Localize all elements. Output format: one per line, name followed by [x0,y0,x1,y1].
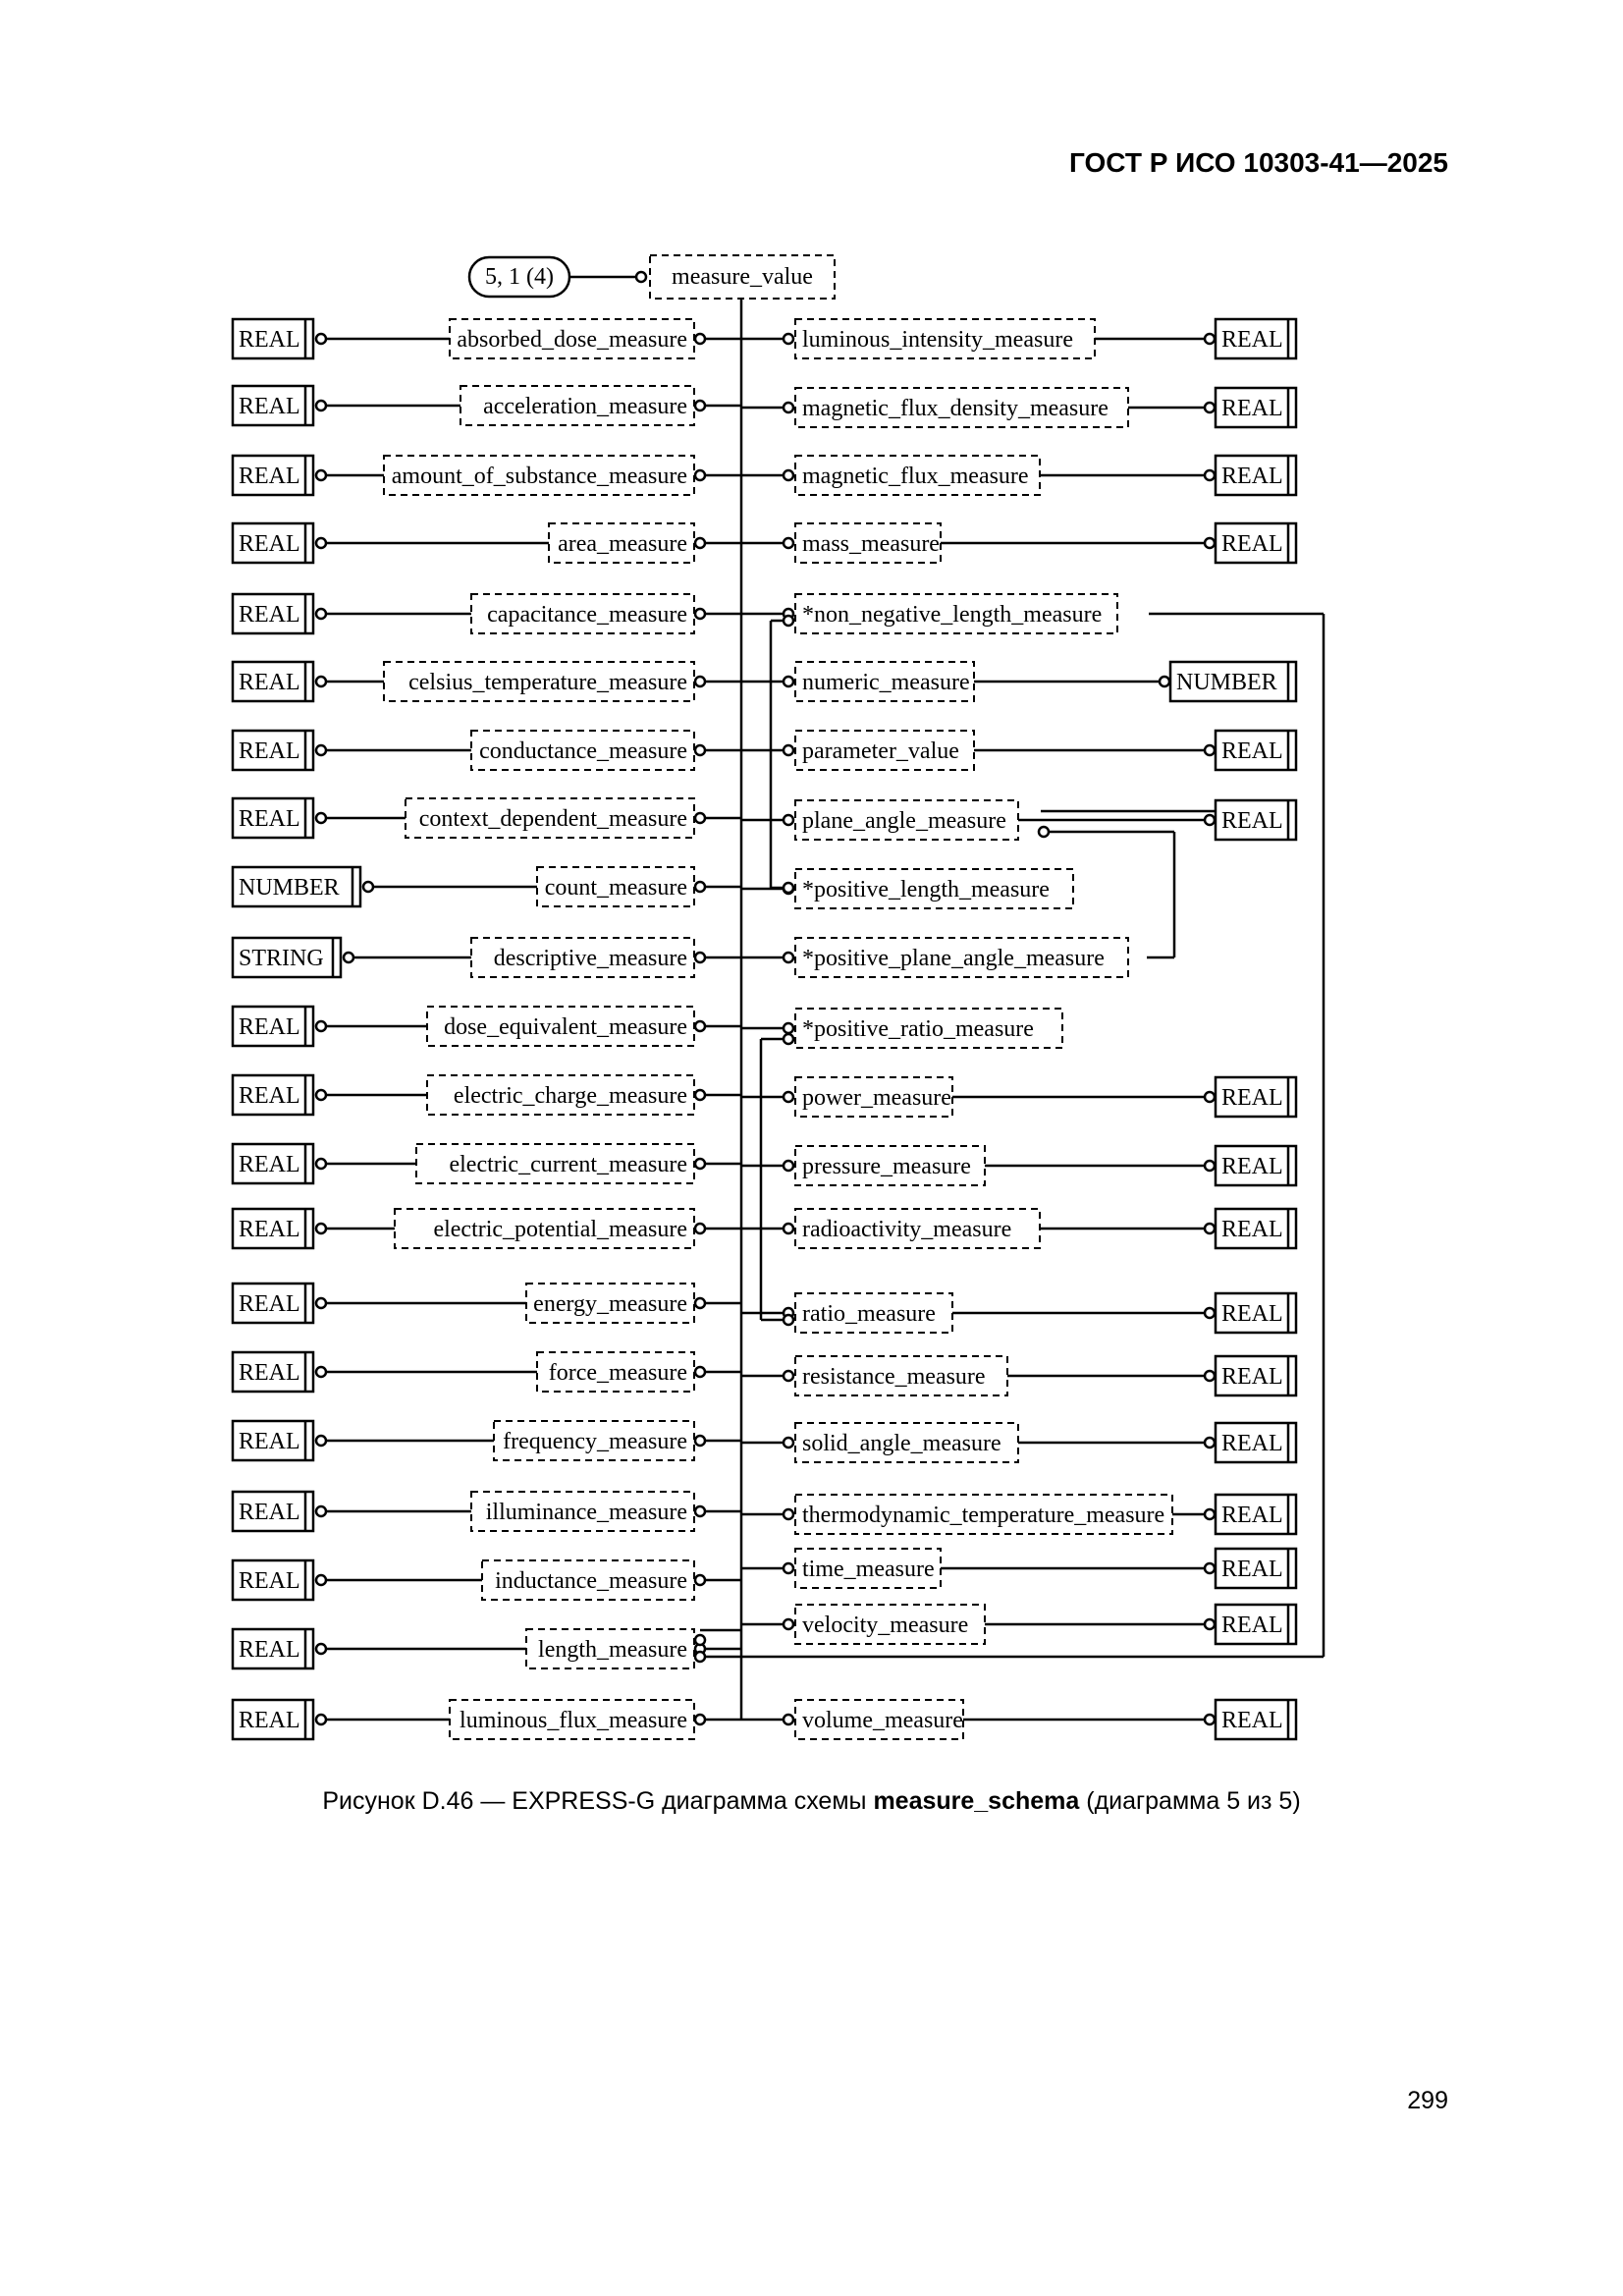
relationship-end-circle [784,403,793,412]
relationship-end-circle [784,677,793,686]
select-label-count-measure: count_measure [544,875,687,901]
relationship-end-circle [316,1575,326,1585]
relationship-end-circle [784,470,793,480]
select-label-ratio-measure: ratio_measure [802,1301,936,1327]
relationship-end-circle [1205,1715,1215,1724]
select-label-capacitance-measure: capacitance_measure [487,602,687,628]
select-label-length-measure: length_measure [538,1637,687,1663]
relationship-end-circle [316,1090,326,1100]
base-type-label-real: REAL [1221,738,1283,764]
relationship-end-circle [695,401,705,410]
select-label-plane-angle-measure: plane_angle_measure [802,808,1006,834]
select-label-energy-measure: energy_measure [533,1291,687,1317]
relationship-end-circle [316,1506,326,1516]
relationship-end-circle [695,953,705,962]
select-label-thermodynamic-temperature-measure: thermodynamic_temperature_measure [802,1503,1165,1528]
relationship-end-circle [1205,745,1215,755]
relationship-end-circle [1160,677,1169,686]
base-type-label-real: REAL [1221,1154,1283,1179]
select-label-numeric-measure: numeric_measure [802,670,970,695]
select-label-conductance-measure: conductance_measure [479,738,687,764]
base-type-label-real: REAL [1221,808,1283,834]
relationship-end-circle [1205,1161,1215,1171]
base-type-label-real: REAL [1221,1217,1283,1242]
relationship-end-circle [784,1092,793,1102]
standard-header: ГОСТ Р ИСО 10303-41—2025 [1069,147,1448,178]
base-type-label-real: REAL [1221,1503,1283,1528]
relationship-end-circle [1205,1092,1215,1102]
relationship-end-circle [316,1644,326,1654]
relationship-end-circle [1205,1563,1215,1573]
relationship-end-circle [784,1619,793,1629]
relationship-end-circle [784,616,793,626]
relationship-end-circle [695,882,705,892]
relationship-end-circle [784,953,793,962]
select-label-acceleration-measure: acceleration_measure [483,394,687,419]
base-type-label-real: REAL [1221,1708,1283,1733]
base-type-label-real: REAL [239,1500,300,1525]
relationship-end-circle [316,1436,326,1446]
select-label-non-negative-length-measure: *non_negative_length_measure [802,602,1103,628]
select-label-parameter-value: parameter_value [802,738,959,764]
relationship-end-circle [695,1159,705,1169]
select-label-magnetic-flux-density-measure: magnetic_flux_density_measure [802,396,1109,421]
select-type-label-measure-value: measure_value [672,264,813,290]
relationship-end-circle [784,334,793,344]
select-label-volume-measure: volume_measure [802,1708,963,1733]
relationship-end-circle [784,1034,793,1044]
relationship-end-circle [316,677,326,686]
base-type-label-real: REAL [239,1152,300,1177]
base-type-label-real: REAL [239,1568,300,1594]
base-type-label-number: NUMBER [1176,670,1277,695]
base-type-label-real: REAL [1221,464,1283,489]
relationship-end-circle [316,1298,326,1308]
relationship-end-circle [784,883,793,893]
base-type-label-real: REAL [239,806,300,832]
relationship-end-circle [784,1161,793,1171]
relationship-end-circle [695,1506,705,1516]
base-type-label-real: REAL [1221,1557,1283,1582]
relationship-end-circle [784,1438,793,1448]
base-type-label-real: REAL [1221,1364,1283,1390]
caption-suffix: (диаграмма 5 из 5) [1079,1787,1301,1815]
select-label-power-measure: power_measure [802,1085,951,1111]
select-label-luminous-intensity-measure: luminous_intensity_measure [802,327,1073,353]
base-type-label-real: REAL [239,1217,300,1242]
relationship-end-circle [695,1436,705,1446]
relationship-end-circle [316,538,326,548]
base-type-label-real: REAL [239,602,300,628]
base-type-label-real: REAL [239,1014,300,1040]
base-type-label-string: STRING [239,946,324,971]
base-type-label-real: REAL [1221,396,1283,421]
select-label-resistance-measure: resistance_measure [802,1364,986,1390]
relationship-end-circle [1205,1308,1215,1318]
relationship-end-circle [695,609,705,619]
select-label-absorbed-dose-measure: absorbed_dose_measure [457,327,687,353]
relationship-end-circle [784,1224,793,1233]
relationship-end-circle [1205,403,1215,412]
relationship-end-circle [316,1159,326,1169]
relationship-end-circle [784,1509,793,1519]
relationship-end-circle [316,1367,326,1377]
select-label-illuminance-measure: illuminance_measure [485,1500,687,1525]
select-label-inductance-measure: inductance_measure [495,1568,687,1594]
page-reference-label: 5, 1 (4) [485,264,554,290]
base-type-label-real: REAL [1221,1431,1283,1456]
select-label-context-dependent-measure: context_dependent_measure [418,806,687,832]
relationship-end-circle [316,609,326,619]
relationship-end-circle [695,813,705,823]
relationship-end-circle [695,1021,705,1031]
select-label-radioactivity-measure: radioactivity_measure [802,1217,1012,1242]
relationship-end-circle [695,1715,705,1724]
relationship-end-circle [1205,1438,1215,1448]
relationship-end-circle [1205,1371,1215,1381]
relationship-end-circle [344,953,353,962]
select-label-time-measure: time_measure [802,1557,935,1582]
relationship-end-circle [1205,815,1215,825]
relationship-end-circle [784,538,793,548]
base-type-label-real: REAL [1221,1301,1283,1327]
relationship-end-circle [784,1023,793,1033]
relationship-end-circle [784,815,793,825]
select-label-velocity-measure: velocity_measure [802,1613,969,1638]
base-type-label-real: REAL [239,531,300,557]
select-label-mass-measure: mass_measure [802,531,940,557]
select-label-positive-plane-angle-measure: *positive_plane_angle_measure [802,946,1105,971]
relationship-end-circle [1205,334,1215,344]
base-type-label-real: REAL [239,670,300,695]
relationship-end-circle [695,538,705,548]
relationship-end-circle [1205,1224,1215,1233]
base-type-label-real: REAL [239,1291,300,1317]
relationship-end-circle [695,677,705,686]
relationship-end-circle [316,1021,326,1031]
base-type-label-real: REAL [239,1637,300,1663]
relationship-end-circle [695,1298,705,1308]
relationship-end-circle [1039,827,1049,837]
base-type-label-real: REAL [1221,327,1283,353]
relationship-end-circle [695,1367,705,1377]
select-label-dose-equivalent-measure: dose_equivalent_measure [444,1014,687,1040]
base-type-label-real: REAL [1221,1613,1283,1638]
select-label-positive-ratio-measure: *positive_ratio_measure [802,1016,1034,1042]
select-label-frequency-measure: frequency_measure [503,1429,687,1454]
base-type-label-real: REAL [239,464,300,489]
relationship-end-circle [316,745,326,755]
relationship-end-circle [784,1371,793,1381]
base-type-label-real: REAL [1221,1085,1283,1111]
relationship-end-circle [784,745,793,755]
relationship-end-circle [695,334,705,344]
relationship-end-circle [1205,538,1215,548]
select-label-force-measure: force_measure [548,1360,687,1386]
relationship-end-circle [316,1715,326,1724]
relationship-end-circle [1205,1509,1215,1519]
base-type-label-real: REAL [239,394,300,419]
relationship-end-circle [316,334,326,344]
page-reference-end-circle [636,272,646,282]
relationship-end-circle [363,882,373,892]
relationship-end-circle [1205,470,1215,480]
relationship-end-circle [316,470,326,480]
select-label-solid-angle-measure: solid_angle_measure [802,1431,1001,1456]
relationship-end-circle [695,745,705,755]
caption-prefix: Рисунок D.46 — EXPRESS-G диаграмма схемы [322,1787,874,1815]
select-label-descriptive-measure: descriptive_measure [493,946,687,971]
relationship-end-circle [695,1635,705,1645]
select-label-amount-of-substance-measure: amount_of_substance_measure [391,464,687,489]
relationship-end-circle [316,401,326,410]
relationship-end-circle [316,813,326,823]
relationship-end-circle [316,1224,326,1233]
select-label-magnetic-flux-measure: magnetic_flux_measure [802,464,1029,489]
base-type-label-number: NUMBER [239,875,340,901]
caption-schema-name: measure_schema [873,1787,1080,1815]
select-label-pressure-measure: pressure_measure [802,1154,971,1179]
relationship-end-circle [1205,1619,1215,1629]
base-type-label-real: REAL [239,1083,300,1109]
relationship-end-circle [784,1563,793,1573]
page-number: 299 [1407,2087,1448,2114]
select-label-electric-current-measure: electric_current_measure [449,1152,687,1177]
figure-caption [0,1787,1623,1816]
select-label-electric-charge-measure: electric_charge_measure [453,1083,687,1109]
select-label-luminous-flux-measure: luminous_flux_measure [460,1708,687,1733]
base-type-label-real: REAL [239,327,300,353]
base-type-label-real: REAL [239,738,300,764]
select-label-positive-length-measure: *positive_length_measure [802,877,1050,902]
base-type-label-real: REAL [239,1429,300,1454]
select-label-area-measure: area_measure [558,531,687,557]
relationship-end-circle [784,1315,793,1325]
select-label-electric-potential-measure: electric_potential_measure [433,1217,687,1242]
relationship-end-circle [695,1224,705,1233]
relationship-end-circle [695,1575,705,1585]
relationship-end-circle [784,1715,793,1724]
base-type-label-real: REAL [239,1360,300,1386]
relationship-end-circle [695,1090,705,1100]
relationship-end-circle [695,1652,705,1662]
base-type-label-real: REAL [1221,531,1283,557]
relationship-end-circle [695,470,705,480]
select-label-celsius-temperature-measure: celsius_temperature_measure [408,670,687,695]
base-type-label-real: REAL [239,1708,300,1733]
